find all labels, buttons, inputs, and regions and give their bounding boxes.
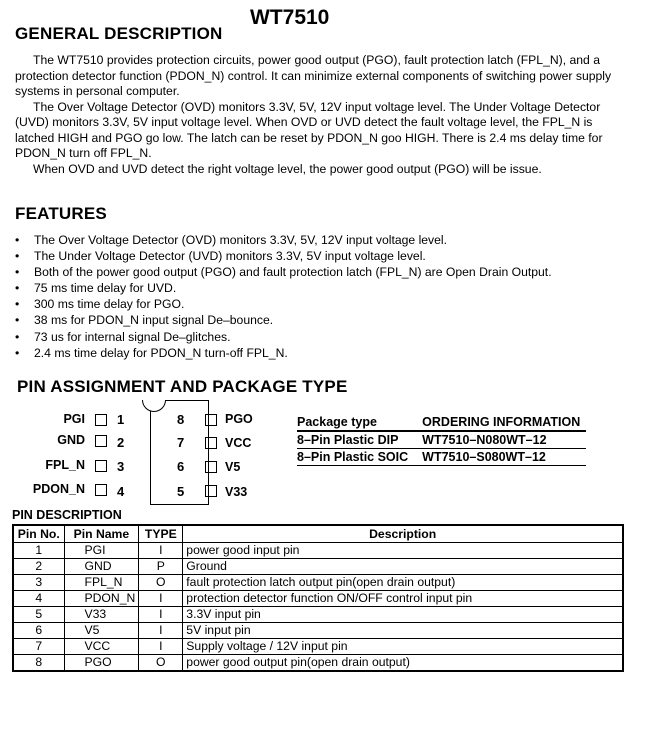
right-pin-number: 6 xyxy=(177,459,185,474)
pin-lead xyxy=(95,460,107,472)
ordering-header-package: Package type xyxy=(297,414,422,431)
feature-item: • The Over Voltage Detector (OVD) monitors 3.3V, 5V, 12V input voltage level. xyxy=(15,232,552,248)
header-pin-name: Pin Name xyxy=(64,525,139,543)
general-paragraph-2: The Over Voltage Detector (OVD) monitors 3.3V, 5V, 12V input voltage level. The Under Voltage Detector (UVD) monitors 3.3V, 5V input voltage level. When OVD or UVD detect the fault voltage level, the FPL_N is latched HIGH and PGO go low. The latch can be reset by PDON_N goo HIGH. There is 2.4 ms delay time for PDON_N turn off FPL_N. xyxy=(15,99,603,160)
pin-desc: 5V input pin xyxy=(183,623,623,639)
table-row xyxy=(13,655,623,672)
pin-desc: protection detector function ON/OFF control input pin xyxy=(183,591,623,607)
left-pin-label: PDON_N xyxy=(32,482,85,496)
general-description-body xyxy=(15,53,625,177)
ordering-code: WT7510–S080WT–12 xyxy=(422,449,586,466)
pin-name: V5 xyxy=(64,623,139,639)
feature-item: • The Under Voltage Detector (UVD) monitors 3.3V, 5V input voltage level. xyxy=(15,248,552,264)
pin-type: P xyxy=(139,559,183,575)
right-pin-number: 8 xyxy=(177,412,185,427)
right-pin-number: 7 xyxy=(177,435,185,450)
pin-table-header-row xyxy=(13,525,623,543)
general-paragraph-1: The WT7510 provides protection circuits, power good output (PGO), fault protection latch (FPL_N), and a protection detector function (PDON_N) control. It can minimize external components of switching power supply systems in personal computer. xyxy=(15,53,612,98)
feature-item: • 73 us for internal signal De–glitches. xyxy=(15,329,552,345)
left-pin-number: 4 xyxy=(117,484,125,499)
left-pin-number: 2 xyxy=(117,435,125,450)
pin-type: I xyxy=(139,639,183,655)
feature-item: • 2.4 ms time delay for PDON_N turn-off FPL_N. xyxy=(15,345,552,361)
right-pin-label: PGO xyxy=(225,412,253,426)
ordering-package: 8–Pin Plastic DIP xyxy=(297,431,422,449)
pin-name: PDON_N xyxy=(64,591,139,607)
pin-no: 8 xyxy=(13,655,64,672)
ordering-row xyxy=(297,431,586,449)
pin-no: 2 xyxy=(13,559,64,575)
header-type: TYPE xyxy=(139,525,183,543)
pin-name: V33 xyxy=(64,607,139,623)
right-pin-label: V33 xyxy=(225,485,248,499)
right-pin-label: V5 xyxy=(225,460,241,474)
ordering-table xyxy=(297,414,586,466)
pin-type: I xyxy=(139,607,183,623)
general-description-heading: GENERAL DESCRIPTION xyxy=(15,24,223,43)
pin-type: I xyxy=(139,591,183,607)
pin-assignment-heading: PIN ASSIGNMENT AND PACKAGE TYPE xyxy=(17,377,348,396)
pin-desc: Ground xyxy=(183,559,623,575)
right-pin-label: VCC xyxy=(225,436,252,450)
feature-item: • 38 ms for PDON_N input signal De–bounce. xyxy=(15,312,552,328)
pin-description-table xyxy=(12,524,624,672)
right-pin-number: 5 xyxy=(177,484,185,499)
left-pin-label: FPL_N xyxy=(45,458,85,472)
pin-desc: fault protection latch output pin(open drain output) xyxy=(183,575,623,591)
table-row xyxy=(13,591,623,607)
pin-lead xyxy=(95,484,107,496)
ordering-header-order: ORDERING INFORMATION xyxy=(422,414,586,431)
pin-no: 4 xyxy=(13,591,64,607)
pin-no: 7 xyxy=(13,639,64,655)
pin-lead xyxy=(95,435,107,447)
header-pin-no: Pin No. xyxy=(13,525,64,543)
pin-lead xyxy=(95,414,107,426)
features-list xyxy=(15,232,552,361)
left-pin-label: PGI xyxy=(63,412,85,426)
table-row xyxy=(13,607,623,623)
table-row xyxy=(13,543,623,559)
pin-lead xyxy=(205,414,217,426)
table-row xyxy=(13,623,623,639)
pin-name: PGI xyxy=(64,543,139,559)
ordering-code: WT7510–N080WT–12 xyxy=(422,431,586,449)
pin-name: PGO xyxy=(64,655,139,672)
pin-name: VCC xyxy=(64,639,139,655)
table-row xyxy=(13,639,623,655)
pin-type: O xyxy=(139,575,183,591)
features-heading: FEATURES xyxy=(15,204,107,223)
header-description: Description xyxy=(183,525,623,543)
pin-lead xyxy=(205,437,217,449)
pin-desc: power good input pin xyxy=(183,543,623,559)
left-pin-label: GND xyxy=(57,433,85,447)
part-number: WT7510 xyxy=(250,6,330,29)
ordering-row xyxy=(297,449,586,466)
pin-no: 5 xyxy=(13,607,64,623)
feature-item: • 300 ms time delay for PGO. xyxy=(15,296,552,312)
table-row xyxy=(13,559,623,575)
pin-no: 6 xyxy=(13,623,64,639)
pin-description-title: PIN DESCRIPTION xyxy=(12,508,122,522)
ordering-package: 8–Pin Plastic SOIC xyxy=(297,449,422,466)
pin-type: O xyxy=(139,655,183,672)
feature-item: • 75 ms time delay for UVD. xyxy=(15,280,552,296)
pin-no: 3 xyxy=(13,575,64,591)
pin-type: I xyxy=(139,623,183,639)
pin-no: 1 xyxy=(13,543,64,559)
pin-name: GND xyxy=(64,559,139,575)
pin-lead xyxy=(205,461,217,473)
table-row xyxy=(13,575,623,591)
pin-desc: Supply voltage / 12V input pin xyxy=(183,639,623,655)
left-pin-number: 3 xyxy=(117,459,125,474)
pin-desc: power good output pin(open drain output) xyxy=(183,655,623,672)
feature-item: • Both of the power good output (PGO) and fault protection latch (FPL_N) are Open Drain Output. xyxy=(15,264,552,280)
pin-lead xyxy=(205,485,217,497)
ordering-header-row xyxy=(297,414,586,431)
left-pin-number: 1 xyxy=(117,412,125,427)
pin-name: FPL_N xyxy=(64,575,139,591)
general-paragraph-3: When OVD and UVD detect the right voltage level, the power good output (PGO) will be issue. xyxy=(33,161,542,176)
pin-type: I xyxy=(139,543,183,559)
pin-desc: 3.3V input pin xyxy=(183,607,623,623)
